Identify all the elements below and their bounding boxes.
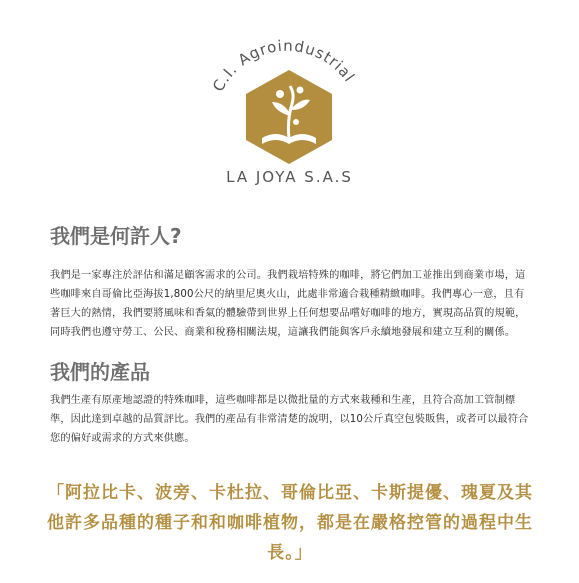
section-text-who: 我們是一家專注於評估和滿足顧客需求的公司。我們栽培特殊的咖啡，將它們加工並推出到商業市場，這些咖啡來自哥倫比亞海拔1,800公尺的納里尼奧火山，此處非常適合栽種精緻咖啡。我們專心一意，且有著巨大的熱情，我們要將風味和香氣的體驗帶到世界上任何想要品嚐好咖啡的地方，實現高品質的規範，同時我們也遵守勞工、公民、商業和稅務相關法規，這讓我們能與客戶永續地發展和建立互利的關係。	[50, 270, 526, 338]
coffee-plant-icon	[240, 68, 338, 166]
section-title-products: 我們的產品	[50, 360, 150, 384]
section-text-products: 我們生產有原產地認證的特殊咖啡，這些咖啡都是以微批量的方式來栽種和生產，且符合高加工管制標準，因此達到卓越的品質評比。我們的產品有非常清楚的說明，以10公斤真空包裝販售，或者可以最符合您的偏好或需求的方式來供應。	[50, 395, 529, 444]
company-logo	[0, 0, 579, 200]
pull-quote: 「阿拉比卡、波旁、卡杜拉、哥倫比亞、卡斯提優、瑰夏及其他許多品種的種子和和咖啡植物，都是在嚴格控管的過程中生長。」	[47, 483, 533, 563]
logo-arc-label: C.I. Agroindustrial	[209, 36, 359, 95]
company-name: LA JOYA S.A.S	[226, 168, 353, 186]
section-title-who: 我們是何許人?	[50, 224, 182, 248]
